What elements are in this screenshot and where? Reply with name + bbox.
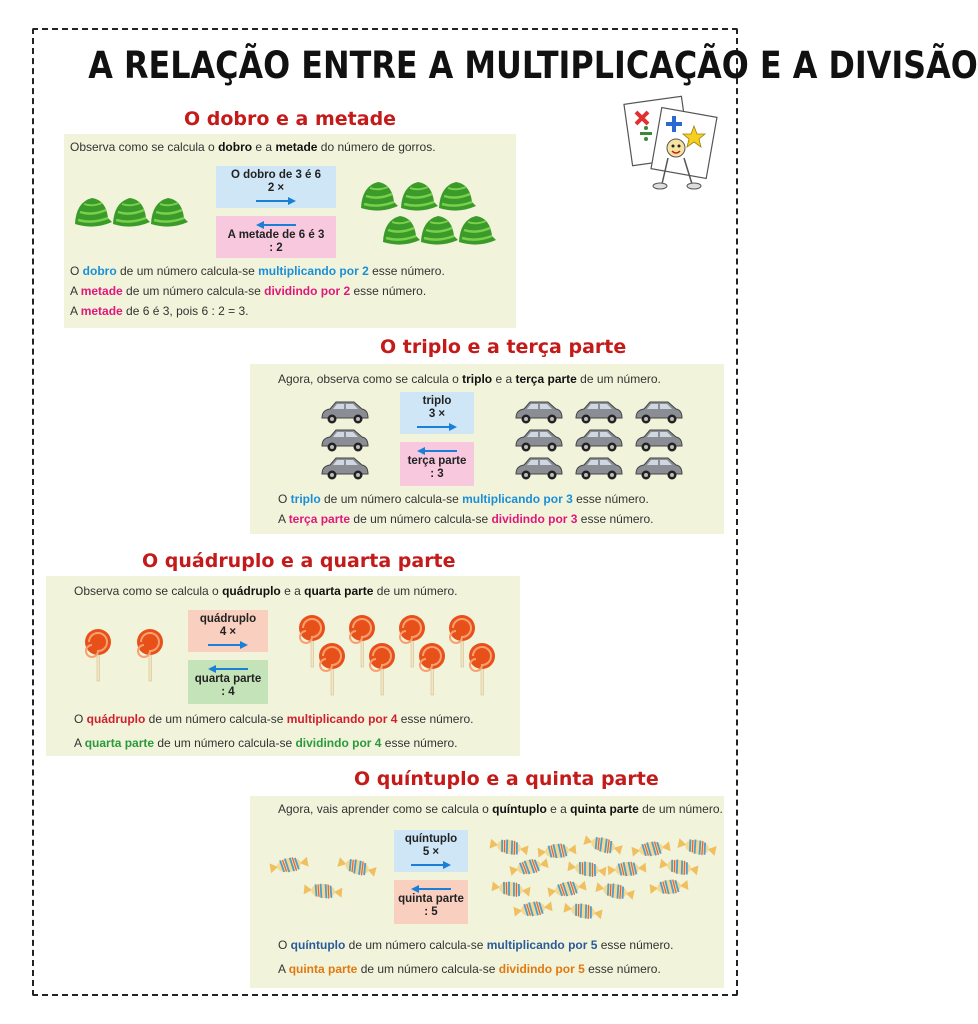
rule-triplo: O triplo de um número calcula-se multiplicando por 3 esse número.: [278, 492, 649, 506]
car-icon: [514, 426, 564, 454]
arrow-left-icon: [411, 885, 451, 893]
candy-icon: [580, 829, 626, 861]
intro-dobro: Observa como se calcula o dobro e a metade do número de gorros.: [70, 140, 436, 154]
candy-icon: [560, 897, 605, 926]
section-title-quintuplo: O quíntuplo e a quinta parte: [354, 768, 659, 790]
box-quarta: quarta parte : 4: [188, 660, 268, 704]
example-metade: A metade de 6 é 3, pois 6 : 2 = 3.: [70, 304, 249, 318]
lollipop-icon: [466, 642, 500, 698]
car-icon: [514, 398, 564, 426]
rule-quadruplo: O quádruplo de um número calcula-se multiplicando por 4 esse número.: [74, 712, 474, 726]
car-icon: [514, 454, 564, 482]
intro-quintuplo: Agora, vais aprender como se calcula o quíntuplo e a quinta parte de um número.: [278, 802, 723, 816]
car-icon: [574, 454, 624, 482]
panel-triplo: [250, 364, 724, 534]
car-icon: [634, 426, 684, 454]
car-icon: [574, 398, 624, 426]
candy-icon: [511, 895, 556, 923]
intro-triplo: Agora, observa como se calcula o triplo e a terça parte de um número.: [278, 372, 661, 386]
arrow-left-icon: [208, 665, 248, 673]
rule-dobro: O dobro de um número calcula-se multiplicando por 2 esse número.: [70, 264, 445, 278]
panel-dobro: [64, 134, 516, 328]
lollipop-icon: [416, 642, 450, 698]
arrow-right-icon: [417, 423, 457, 431]
green-hat-icon: [418, 212, 460, 248]
page-title: A RELAÇÃO ENTRE A MULTIPLICAÇÃO E A DIVISÃO: [88, 44, 978, 87]
box-quadruplo: quádruplo 4 ×: [188, 610, 268, 652]
box-quinta: quinta parte : 5: [394, 880, 468, 924]
section-title-dobro: O dobro e a metade: [184, 108, 397, 130]
car-icon: [574, 426, 624, 454]
green-hat-icon: [358, 178, 400, 214]
rule-metade: A metade de um número calcula-se dividindo por 2 esse número.: [70, 284, 427, 298]
arrow-left-icon: [417, 447, 457, 455]
section-title-triplo: O triplo e a terça parte: [380, 336, 627, 358]
rule-quinta: A quinta parte de um número calcula-se dividindo por 5 esse número.: [278, 962, 661, 976]
candy-icon: [605, 857, 648, 882]
box-metade: A metade de 6 é 3 : 2: [216, 216, 336, 258]
candy-icon: [266, 851, 311, 880]
box-quintuplo: quíntuplo 5 ×: [394, 830, 468, 872]
intro-quadruplo: Observa como se calcula o quádruplo e a quarta parte de um número.: [74, 584, 458, 598]
car-icon: [320, 454, 370, 482]
rule-quintuplo: O quíntuplo de um número calcula-se multiplicando por 5 esse número.: [278, 938, 674, 952]
candy-icon: [592, 876, 638, 906]
arrow-right-icon: [411, 861, 451, 869]
green-hat-icon: [110, 194, 152, 230]
car-icon: [320, 398, 370, 426]
car-icon: [634, 398, 684, 426]
green-hat-icon: [398, 178, 440, 214]
green-hat-icon: [72, 194, 114, 230]
arrow-right-icon: [256, 197, 296, 205]
rule-terca: A terça parte de um número calcula-se dividindo por 3 esse número.: [278, 512, 654, 526]
box-terca: terça parte : 3: [400, 442, 474, 486]
car-icon: [634, 454, 684, 482]
green-hat-icon: [148, 194, 190, 230]
lollipop-icon: [134, 628, 168, 684]
panel-quintuplo: [250, 796, 724, 988]
box-triplo: triplo 3 ×: [400, 392, 474, 434]
arrow-left-icon: [256, 221, 296, 229]
panel-quadruplo: [46, 576, 520, 756]
math-signs-clipart-icon: [618, 92, 722, 202]
green-hat-icon: [380, 212, 422, 248]
section-title-quadruplo: O quádruplo e a quarta parte: [142, 550, 456, 572]
rule-quarta: A quarta parte de um número calcula-se dividindo por 4 esse número.: [74, 736, 458, 750]
arrow-right-icon: [208, 641, 248, 649]
car-icon: [320, 426, 370, 454]
green-hat-icon: [456, 212, 498, 248]
box-dobro: O dobro de 3 é 6 2 ×: [216, 166, 336, 208]
lollipop-icon: [82, 628, 116, 684]
candy-icon: [334, 851, 380, 883]
candy-icon: [647, 874, 691, 900]
lollipop-icon: [366, 642, 400, 698]
lollipop-icon: [316, 642, 350, 698]
green-hat-icon: [436, 178, 478, 214]
candy-icon: [301, 878, 345, 904]
